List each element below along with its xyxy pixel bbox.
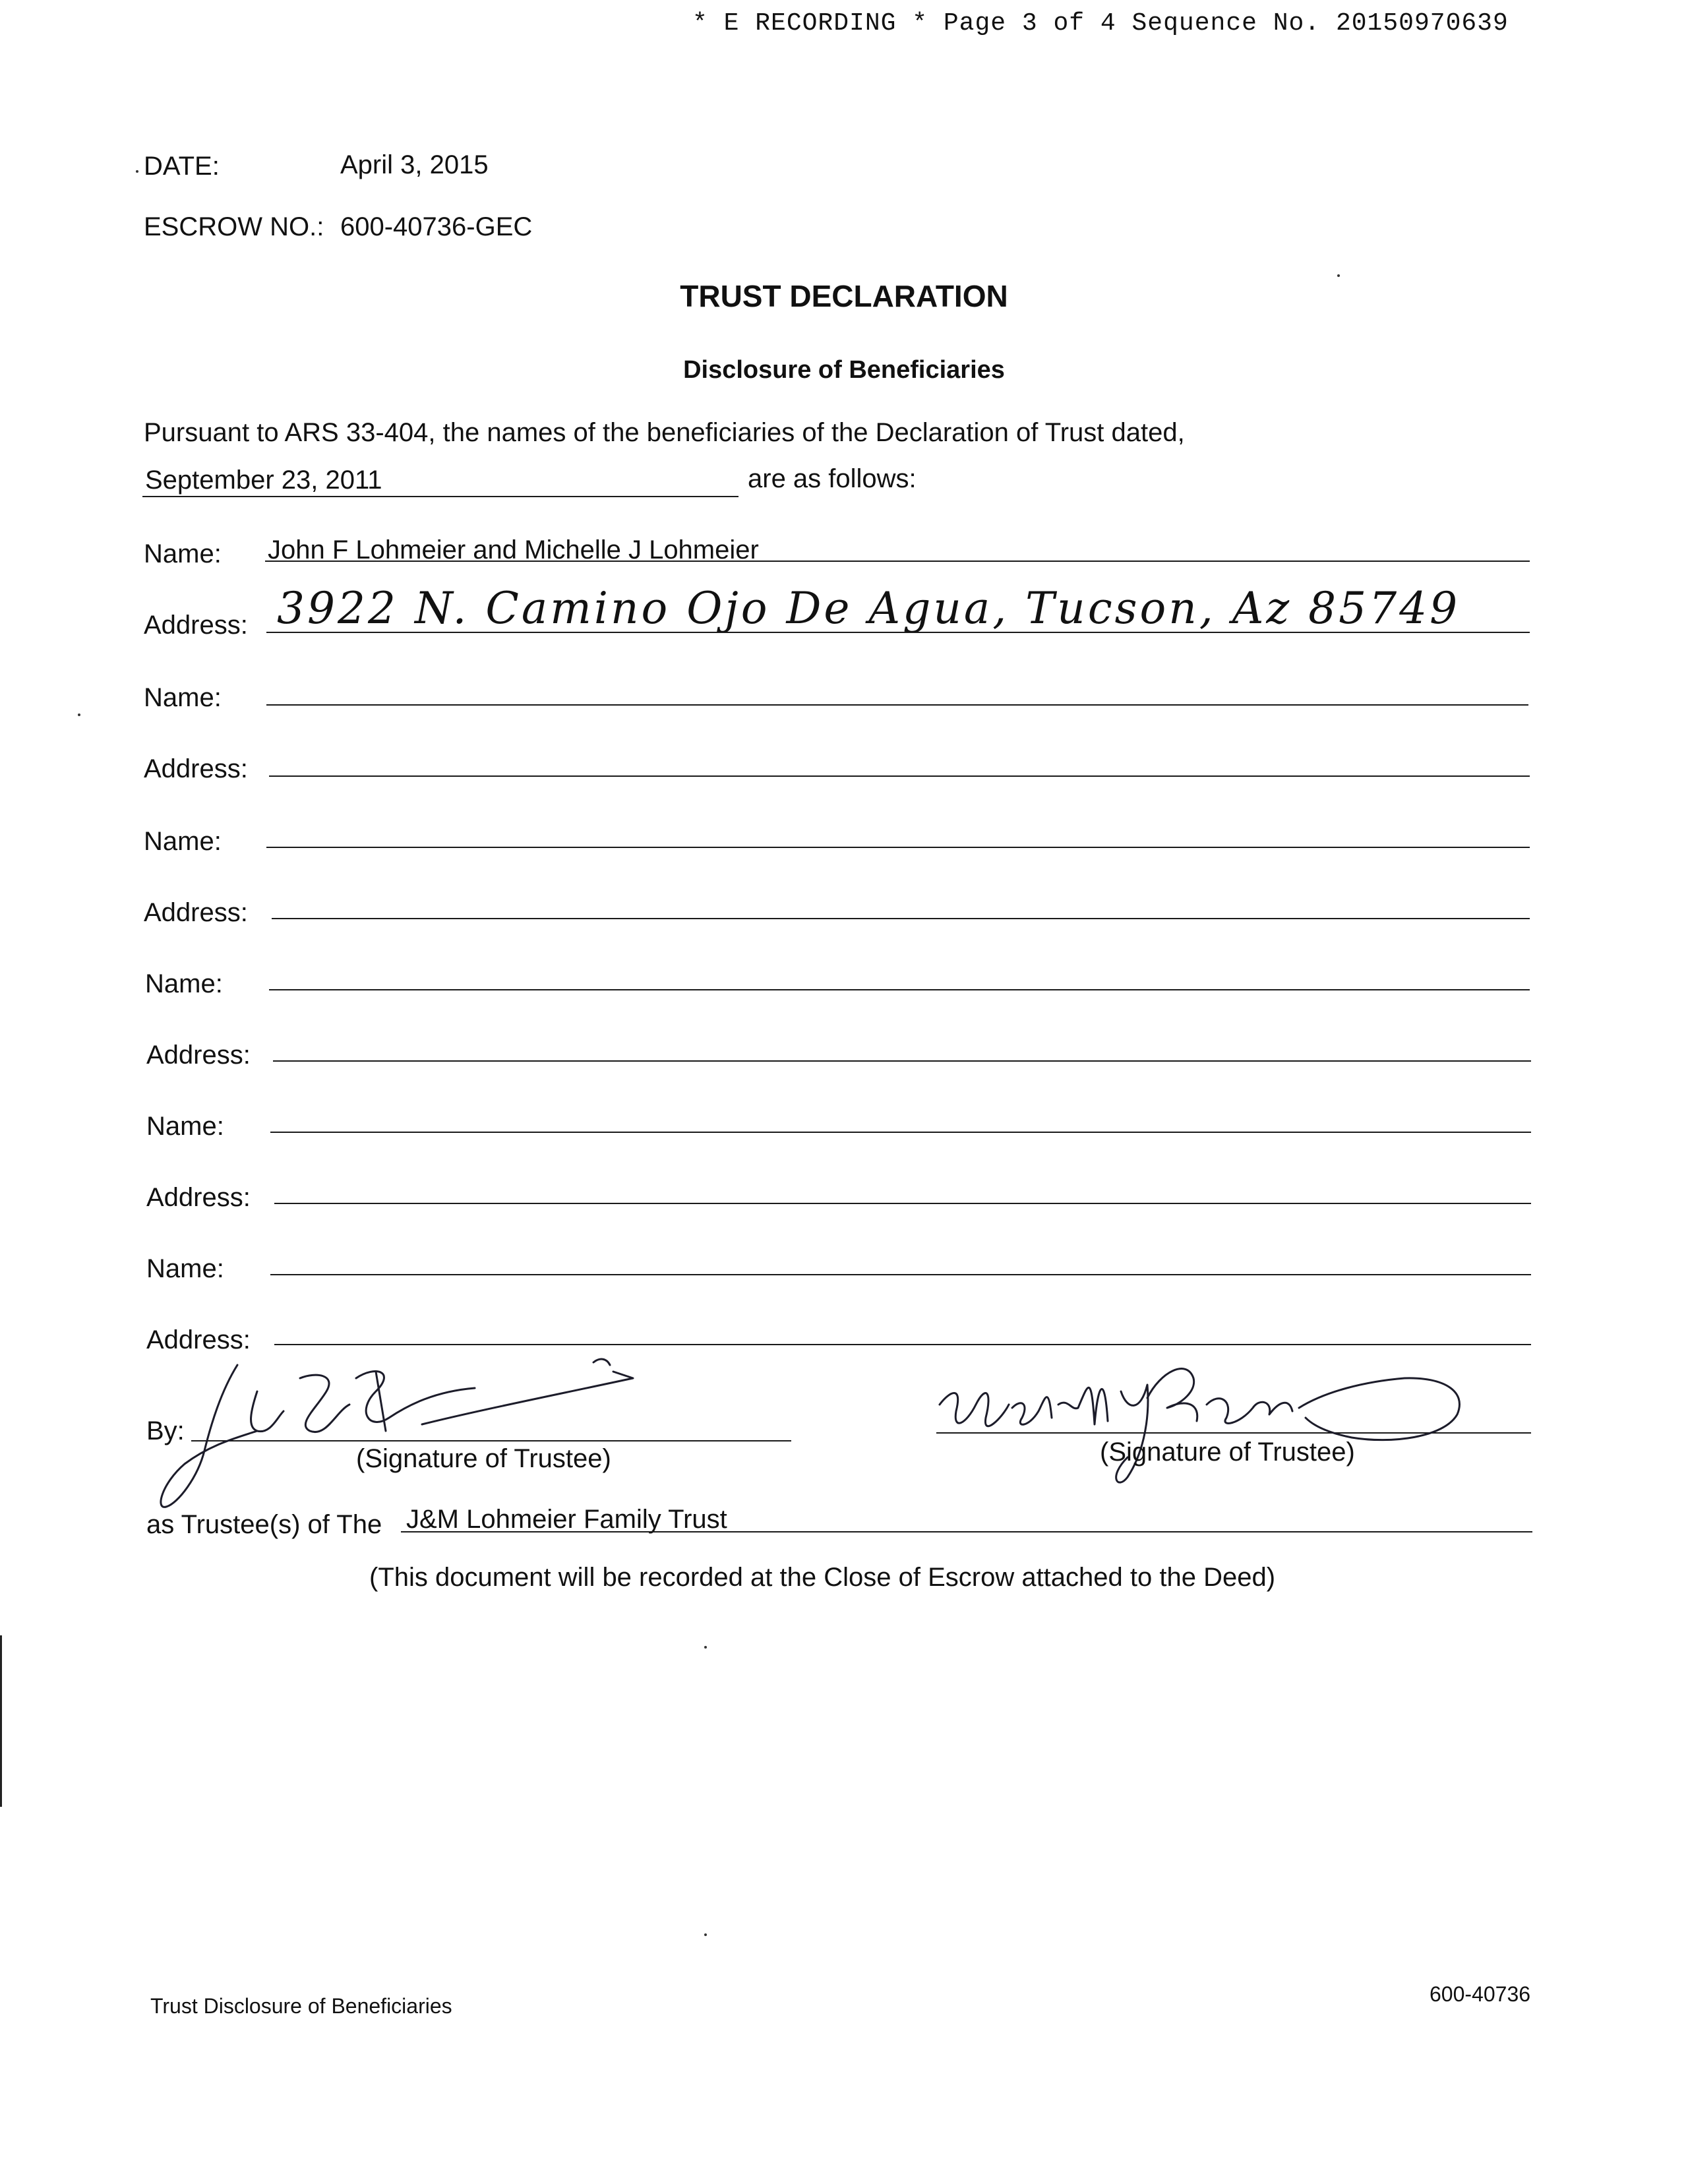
name-label: Name: xyxy=(144,539,222,568)
scan-speck xyxy=(78,713,80,716)
address-line xyxy=(266,632,1530,633)
trust-name-line xyxy=(401,1531,1532,1532)
scan-speck xyxy=(704,1933,707,1936)
address-label: Address: xyxy=(144,611,248,640)
name-line xyxy=(266,847,1530,848)
name-label: Name: xyxy=(146,1254,224,1283)
address-label: Address: xyxy=(146,1183,251,1212)
scan-edge-mark xyxy=(0,1635,2,1807)
trustee-prefix: as Trustee(s) of The xyxy=(146,1510,382,1539)
name-label: Name: xyxy=(146,1112,224,1141)
address-line xyxy=(269,775,1530,777)
footer-file-number: 600-40736 xyxy=(1430,1982,1531,2006)
name-line xyxy=(270,1132,1531,1133)
beneficiary-name: John F Lohmeier and Michelle J Lohmeier xyxy=(268,535,759,564)
intro-text: Pursuant to ARS 33-404, the names of the beneficiaries of the Declaration of Trust dated, xyxy=(144,418,1185,447)
name-line xyxy=(265,561,1530,562)
document-title: TRUST DECLARATION xyxy=(680,279,1008,313)
footer-title: Trust Disclosure of Beneficiaries xyxy=(150,1994,452,2018)
address-label: Address: xyxy=(146,1041,251,1070)
intro-tail: are as follows: xyxy=(748,464,917,493)
date-value: April 3, 2015 xyxy=(340,150,489,179)
address-label: Address: xyxy=(144,898,248,927)
address-line xyxy=(273,1060,1531,1062)
document-subtitle: Disclosure of Beneficiaries xyxy=(683,356,1005,384)
escrow-label: ESCROW NO.: xyxy=(144,212,324,241)
scan-speck xyxy=(136,170,138,173)
scan-speck xyxy=(704,1646,707,1649)
signature-caption-left: (Signature of Trustee) xyxy=(356,1444,611,1473)
scan-speck xyxy=(1337,274,1340,277)
name-label: Name: xyxy=(144,683,222,712)
address-label: Address: xyxy=(146,1325,251,1354)
date-label: DATE: xyxy=(144,152,220,181)
recording-note: (This document will be recorded at the Close of Escrow attached to the Deed) xyxy=(369,1563,1276,1592)
recording-header: * E RECORDING * Page 3 of 4 Sequence No. 20150970639 xyxy=(692,9,1509,38)
name-label: Name: xyxy=(145,969,223,998)
signature-caption-right: (Signature of Trustee) xyxy=(1100,1438,1355,1467)
name-line xyxy=(266,704,1528,706)
beneficiary-address-handwritten: 3922 N. Camino Ojo De Agua, Tucson, Az 85749 xyxy=(277,583,1461,634)
trust-date: September 23, 2011 xyxy=(145,466,382,495)
address-label: Address: xyxy=(144,754,248,783)
by-label: By: xyxy=(146,1416,185,1445)
name-label: Name: xyxy=(144,827,222,856)
address-line xyxy=(274,1203,1531,1204)
trustee-signature-left xyxy=(158,1352,659,1523)
escrow-number: 600-40736-GEC xyxy=(340,212,533,241)
address-line xyxy=(272,918,1530,919)
trust-name: J&M Lohmeier Family Trust xyxy=(406,1505,727,1534)
trust-date-underline xyxy=(142,496,738,497)
name-line xyxy=(269,989,1530,990)
trustee-signature-right xyxy=(930,1345,1470,1497)
name-line xyxy=(270,1274,1531,1275)
